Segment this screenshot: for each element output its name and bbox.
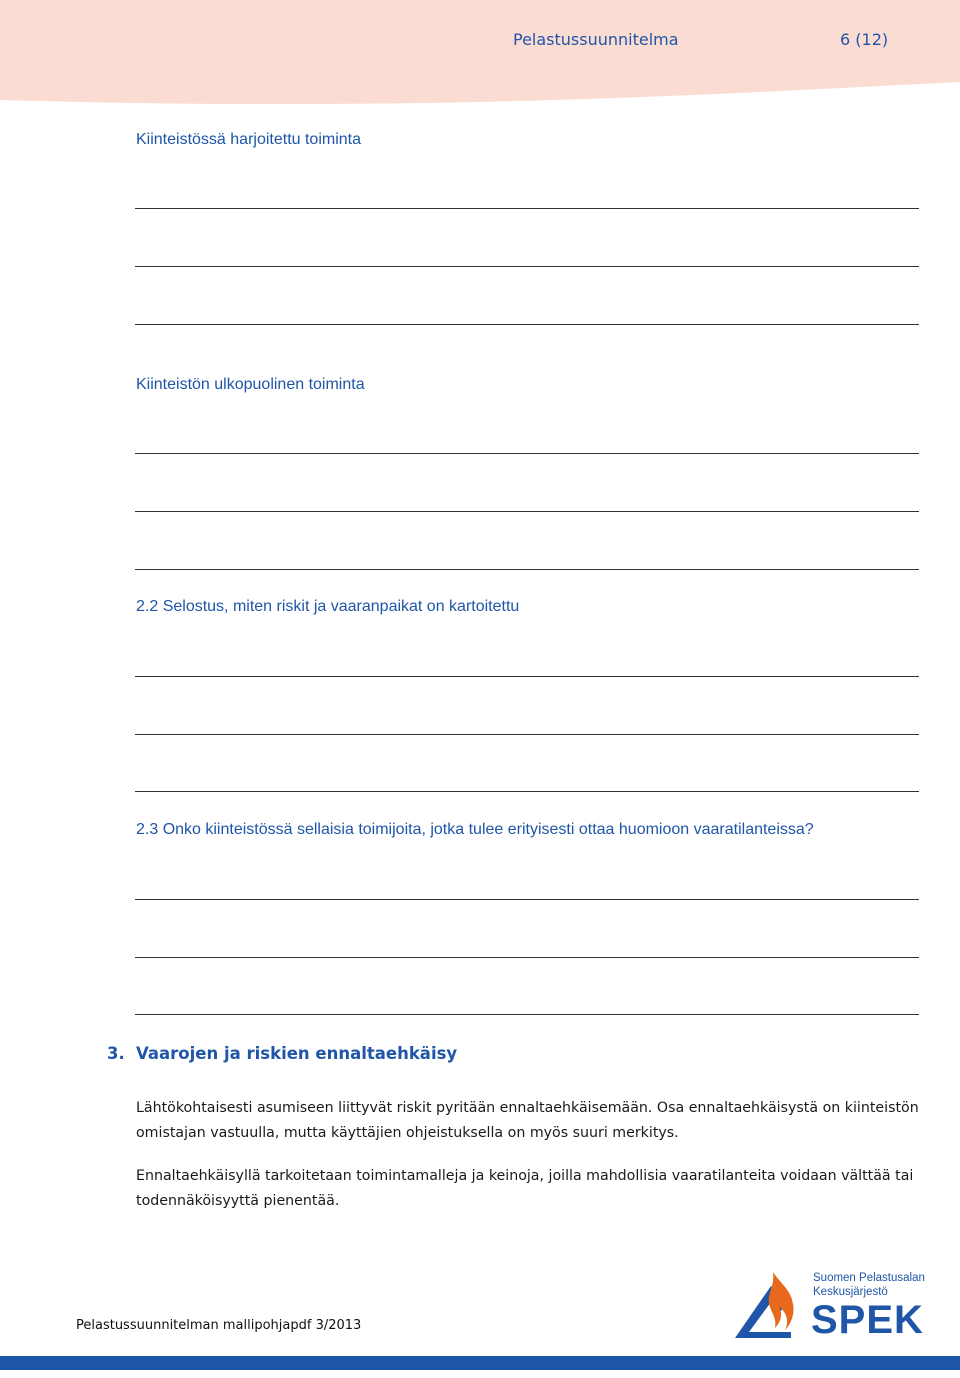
answer-line[interactable]	[135, 676, 919, 677]
footer-text: Pelastussuunnitelman mallipohjapdf 3/2013	[76, 1318, 362, 1333]
paragraph-1: Lähtökohtaisesti asumiseen liittyvät riskit pyritään ennaltaehkäisemään. Osa ennaltaehkäisystä on kiinteistön omistajan vastuulla, mutta käyttäjien ohjeistuksella on myös suuri merkitys.	[136, 1100, 919, 1141]
section-2-2-heading: 2.2 Selostus, miten riskit ja vaaranpaikat on kartoitettu	[136, 598, 520, 615]
answer-line[interactable]	[135, 569, 919, 570]
answer-line[interactable]	[135, 734, 919, 735]
answer-line[interactable]	[135, 899, 919, 900]
chapter-title: Vaarojen ja riskien ennaltaehkäisy	[136, 1044, 458, 1063]
answer-line[interactable]	[135, 266, 919, 267]
footer-bar	[0, 1356, 960, 1370]
document-title: Pelastussuunnitelma	[513, 30, 679, 49]
chapter-number: 3.	[107, 1044, 125, 1063]
paragraph-2: Ennaltaehkäisyllä tarkoitetaan toimintamalleja ja keinoja, joilla mahdollisia vaaratilanteita voidaan välttää tai todennäköisyyttä pienentää.	[136, 1168, 914, 1209]
answer-line[interactable]	[135, 957, 919, 958]
logo-org-line1: Suomen Pelastusalan	[813, 1272, 925, 1284]
answer-line[interactable]	[135, 453, 919, 454]
section-2-3-heading: 2.3 Onko kiinteistössä sellaisia toimijoita, jotka tulee erityisesti ottaa huomioon vaaratilanteissa?	[136, 821, 814, 838]
header-wave-shape	[0, 0, 960, 108]
chapter-heading	[107, 1044, 457, 1063]
header-band	[0, 0, 960, 108]
answer-line[interactable]	[135, 791, 919, 792]
answer-line[interactable]	[135, 208, 919, 209]
answer-line[interactable]	[135, 1014, 919, 1015]
answer-line[interactable]	[135, 511, 919, 512]
logo-wordmark: SPEK	[811, 1298, 924, 1342]
page-number: 6 (12)	[840, 30, 889, 49]
field-label-internal-activity: Kiinteistössä harjoitettu toiminta	[136, 131, 361, 148]
answer-line[interactable]	[135, 324, 919, 325]
field-label-external-activity: Kiinteistön ulkopuolinen toiminta	[136, 376, 365, 393]
logo-org-line2: Keskusjärjestö	[813, 1286, 888, 1298]
